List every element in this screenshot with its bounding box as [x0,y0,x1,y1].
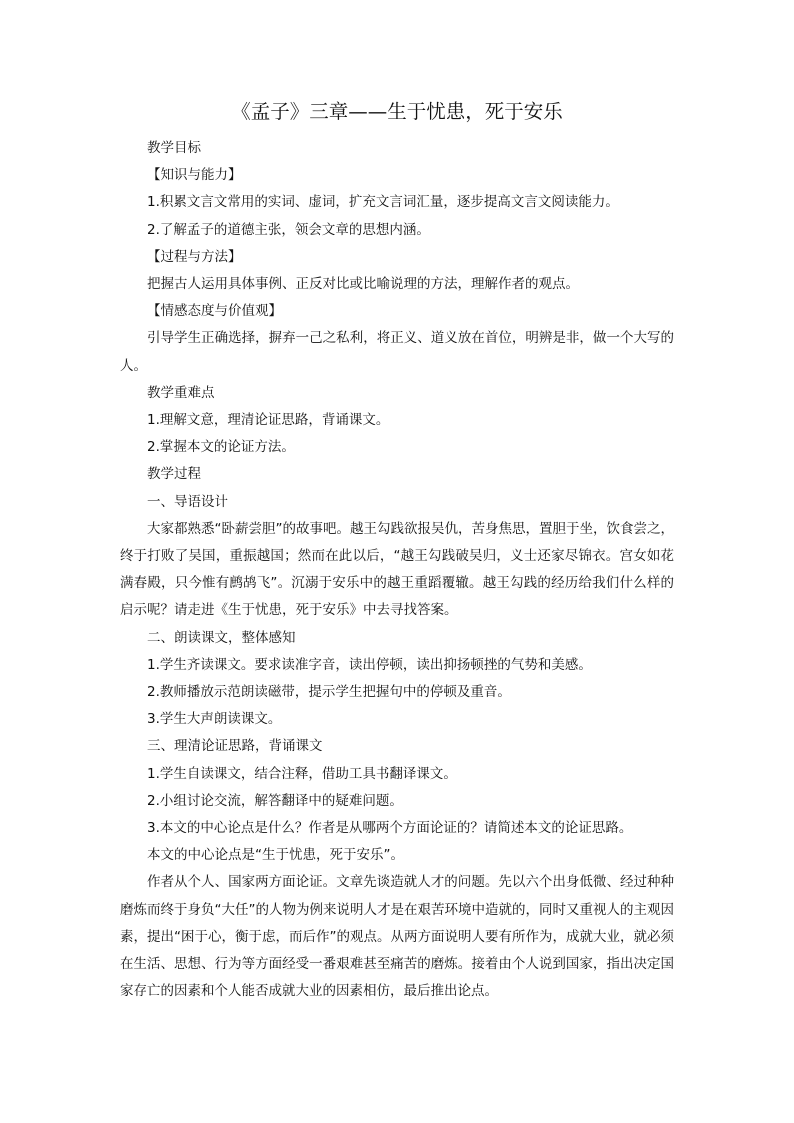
list-item: 3.本文的中心论点是什么？作者是从哪两个方面论证的？请简述本文的论证思路。 [147,820,633,837]
list-item: 1.积累文言文常用的实词、虚词，扩充文言词汇量，逐步提高文言文阅读能力。 [147,194,619,211]
paragraph: 大家都熟悉“卧薪尝胆”的故事吧。越王勾践欲报吴仇，苦身焦思，置胆于坐，饮食尝之，终于打败了吴国，重振越国；然而在此以后，“越王勾践破吴归，义士还家尽锦衣。宫女如花满春殿，只今惟有鹧鸪飞”。沉溺于安乐中的越王重蹈覆辙。越王勾践的经历给我们什么样的启示呢？请走进《生于忧患，死于安乐》中去寻找答案。 [120,520,674,619]
paragraph: 作者从个人、国家两方面论证。文章先谈造就人才的问题。先以六个出身低微、经过种种磨炼而终于身负“大任”的人物为例来说明人才是在艰苦环境中造就的，同时又重视人的主观因素，提出“困于心，衡于虑，而后作”的观点。从两方面说明人要有所作为，成就大业，就必须在生活、思想、行为等方面经受一番艰难甚至痛苦的磨炼。接着由个人说到国家，指出决定国家存亡的因素和个人能否成就大业的因素相仿，最后推出论点。 [120,874,674,1000]
list-item: 3.学生大声朗读课文。 [147,711,282,728]
list-item: 1.理解文意，理清论证思路，背诵课文。 [147,412,390,429]
subheading-process-method: 【过程与方法】 [147,248,242,265]
section-heading-teaching-process: 教学过程 [147,466,201,483]
step-heading-introduction: 一、导语设计 [147,493,228,510]
subheading-knowledge-ability: 【知识与能力】 [147,167,242,184]
paragraph: 把握古人运用具体事例、正反对比或比喻说理的方法，理解作者的观点。 [147,276,579,293]
list-item: 2.教师播放示范朗读磁带，提示学生把握句中的停顿及重音。 [147,684,511,701]
step-heading-argument: 三、理清论证思路，背诵课文 [147,738,323,755]
section-heading-teaching-goals: 教学目标 [147,140,201,156]
list-item: 1.学生齐读课文。要求读准字音，读出停顿，读出抑扬顿挫的气势和美感。 [147,656,592,673]
section-heading-key-points: 教学重难点 [147,384,215,401]
list-item: 2.小组讨论交流，解答翻译中的疑难问题。 [147,792,403,809]
list-item: 2.了解孟子的道德主张，领会文章的思想内涵。 [147,221,430,238]
subheading-emotion-values: 【情感态度与价值观】 [147,303,282,320]
step-heading-reading: 二、朗读课文，整体感知 [147,629,296,646]
document-body [120,135,674,1006]
list-item: 2.掌握本文的论证方法。 [147,439,295,456]
paragraph: 引导学生正确选择，摒弃一己之私利，将正义、道义放在首位，明辨是非，做一个大写的人。 [120,330,674,374]
paragraph: 本文的中心论点是“生于忧患，死于安乐”。 [147,847,404,864]
document-title: 《孟子》三章——生于忧患，死于安乐 [231,100,563,123]
list-item: 1.学生自读课文，结合注释，借助工具书翻译课文。 [147,765,457,782]
